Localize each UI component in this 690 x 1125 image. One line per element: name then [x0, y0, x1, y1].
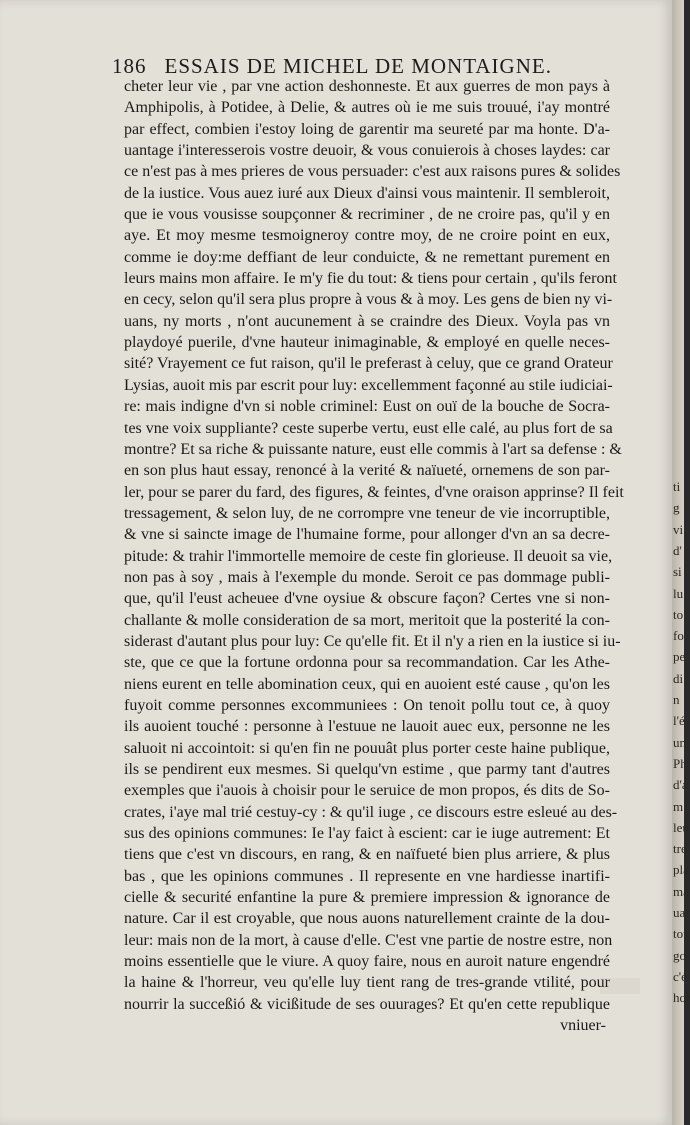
text-line: sité? Vrayement ce fut raison, qu'il le preferast à celuy, que ce grand Orateur: [124, 355, 613, 373]
text-line: leurs mains mon affaire. Ie m'y fie du tout: & tiens pour certain , qu'ils feront: [124, 270, 617, 288]
text-line: par effect, combien i'estoy loing de garentir ma seureté par ma honte. D'a-: [124, 120, 610, 138]
text-line: tes vne voix suppliante? ceste superbe vertu, eust elle calé, au plus fort de sa: [124, 419, 613, 437]
text-line: comme ie doy:me deffiant de leur conduicte, & ne remettant purement en: [124, 248, 610, 266]
running-title: ESSAIS DE MICHEL DE MONTAIGNE.: [164, 54, 552, 78]
text-line: saluoit ni accointoit: si qu'en fin ne pouuât plus porter ceste haine publique,: [124, 739, 610, 757]
facing-page-fragment: d'a: [673, 777, 688, 793]
facing-page-fragment: pla: [673, 862, 689, 878]
text-line: pitude: & trahir l'immortelle memoire de ceste fin glorieuse. Il deuoit sa vie,: [124, 547, 613, 565]
text-line: Amphipolis, à Potidee, à Delie, & autres où ie me suis trouué, i'ay montré: [124, 99, 610, 117]
facing-page-fragment: ti: [673, 479, 681, 494]
text-line: uantage i'interesserois vostre deuoir, & vous conuierois à choses laydes: car: [124, 142, 610, 160]
facing-page-fragment: lu: [673, 585, 684, 601]
text-line: uans, ny morts , n'ont aucunement à se craindre des Dieux. Voyla pas vn: [124, 312, 610, 330]
body-text: [124, 76, 624, 1036]
text-line: sus des opinions communes: Ie l'ay faict à escient: car ie iuge autrement: Et: [124, 825, 610, 843]
facing-page-fragment: di: [673, 670, 684, 686]
text-line: playdoyé puerile, d'vne hauteur inimaginable, & employé en quelle neces-: [124, 334, 610, 352]
text-line: tressagement, & selon luy, de ne corrompre vne teneur de vie incorruptible,: [124, 504, 610, 522]
text-line: exemples que i'auois à choisir pour le seruice de mon propos, és dits de So-: [124, 782, 610, 800]
text-line: crates, i'aye mal trié cestuy-cy : & qu'il iuge , ce discours estre esleué au des-: [124, 803, 618, 821]
text-line: aye. Et moy mesme tesmoigneroy contre moy, de ne croire point en eux,: [124, 227, 610, 245]
text-line: leur: mais non de la mort, à cause d'elle. C'est vne partie de nostre estre, non: [124, 931, 613, 949]
text-line: ler, pour se parer du fard, des figures, & feintes, d'vne oraison apprinse? Il feit: [124, 483, 624, 501]
catchword: vniuer-: [560, 1017, 606, 1035]
text-line: la haine & l'horreur, veu qu'elle luy tient rang de tres-grande vtilité, pour: [124, 974, 610, 992]
text-line: de la iustice. Vous auez iuré aux Dieux d'ainsi vous maintenir. Il sembleroit,: [124, 184, 610, 202]
facing-page-fragment: n: [673, 692, 680, 707]
page-number: 186: [112, 54, 147, 78]
ink-bleed-stain: [600, 978, 640, 994]
facing-page-fragment: go: [673, 947, 686, 963]
text-line: non pas à soy , mais à l'exemple du monde. Seroit ce pas dommage publi-: [124, 568, 610, 586]
text-line: bas , que les opinions communes . Il represente en vne hardiesse inartifi-: [124, 867, 610, 885]
text-line: que ie vous vousisse soupçonner & recriminer , de ne croire pas, qu'il y en: [124, 206, 610, 224]
text-line: Lysias, auoit mis par escrit pour luy: excellemment façonné au stile iudiciai-: [124, 376, 613, 394]
text-line: nourrir la succeßió & vicißitude de ses ouurages? Et qu'en cette republique: [124, 995, 610, 1013]
text-line: niens eurent en telle abomination ceux, qui en auoient esté cause , qu'on les: [124, 675, 610, 693]
text-line: que, qu'il l'eust acheuee d'vne oysiue & obscure façon? Certes vne si non-: [124, 590, 610, 608]
facing-page-fragment: ma: [673, 883, 689, 899]
facing-page-fragment: uar: [673, 905, 690, 920]
text-line: re: mais indigne d'vn si noble criminel: Eust on ouï de la bouche de Socra-: [124, 398, 610, 416]
text-line: nature. Car il est croyable, que nous auons naturellement crainte de la dou-: [124, 910, 610, 928]
text-line: cheter leur vie , par vne action deshonneste. Et aux guerres de mon pays à: [124, 78, 610, 95]
text-line: ce n'est pas à mes prieres de vous persuader: c'est aux raisons pures & solides: [124, 163, 621, 181]
text-line: ils auoient touché : personne à l'estuue ne lauoit auec eux, personne ne les: [124, 718, 610, 736]
facing-page-fragment: leu: [673, 819, 689, 835]
facing-page-fragment: tou: [673, 926, 690, 942]
facing-page-fragment: pe: [673, 649, 686, 665]
facing-page-fragment: c'é: [673, 968, 687, 984]
text-line: cielle & securité enfantine la pure & premiere impression & ignorance de: [124, 889, 610, 907]
text-line: & vne si saincte image de l'humaine forme, pour allonger d'vn an sa decre-: [124, 526, 610, 544]
facing-page-fragment: to: [673, 606, 684, 622]
facing-page-fragment: tre: [673, 841, 687, 857]
text-line: en cecy, selon qu'il sera plus propre à vous & à moy. Les gens de bien ny vi-: [124, 291, 613, 309]
text-line: en son plus haut essay, renoncé à la verité & naïueté, ornemens de son par-: [124, 462, 610, 480]
facing-page-fragment: Ph: [673, 755, 687, 771]
facing-page-edge: [672, 0, 690, 1125]
text-line: challante & molle consideration de sa mort, meritoit que la posterité la con-: [124, 611, 610, 629]
facing-page-fragment: d': [673, 542, 682, 558]
text-line: fuyoit comme personnes excommuniees : On tenoit pollu tout ce, à quoy: [124, 696, 610, 714]
text-line: ste, que ce que la fortune ordonna pour sa recommandation. Car les Athe-: [124, 654, 610, 672]
text-line: montre? Et sa riche & puissante nature, eust elle commis à l'art sa defense : &: [124, 440, 622, 458]
text-line: moins essentielle que le viure. A quoy faire, nous en auroit nature engendré: [124, 953, 610, 971]
text-line: tiens que c'est vn discours, en rang, & en naïfueté bien plus arriere, & plus: [124, 846, 610, 864]
facing-page-fragment: m: [673, 798, 684, 814]
facing-page-fragment: un: [673, 734, 686, 750]
facing-page-fragment: l'é: [673, 713, 685, 729]
text-line: ils se pendirent eux mesmes. Si quelqu'vn estime , que parmy tant d'autres: [124, 761, 610, 778]
text-line: siderast d'autant plus pour luy: Ce qu'elle fit. Et il n'y a rien en la iustice si iu-: [124, 632, 621, 650]
facing-page-fragment: fo: [673, 628, 684, 644]
facing-page-fragment: si: [673, 564, 682, 580]
facing-page-fragment: g: [673, 500, 680, 516]
facing-page-fragment: hor: [673, 990, 690, 1006]
facing-page-fragment: vi: [673, 521, 684, 537]
